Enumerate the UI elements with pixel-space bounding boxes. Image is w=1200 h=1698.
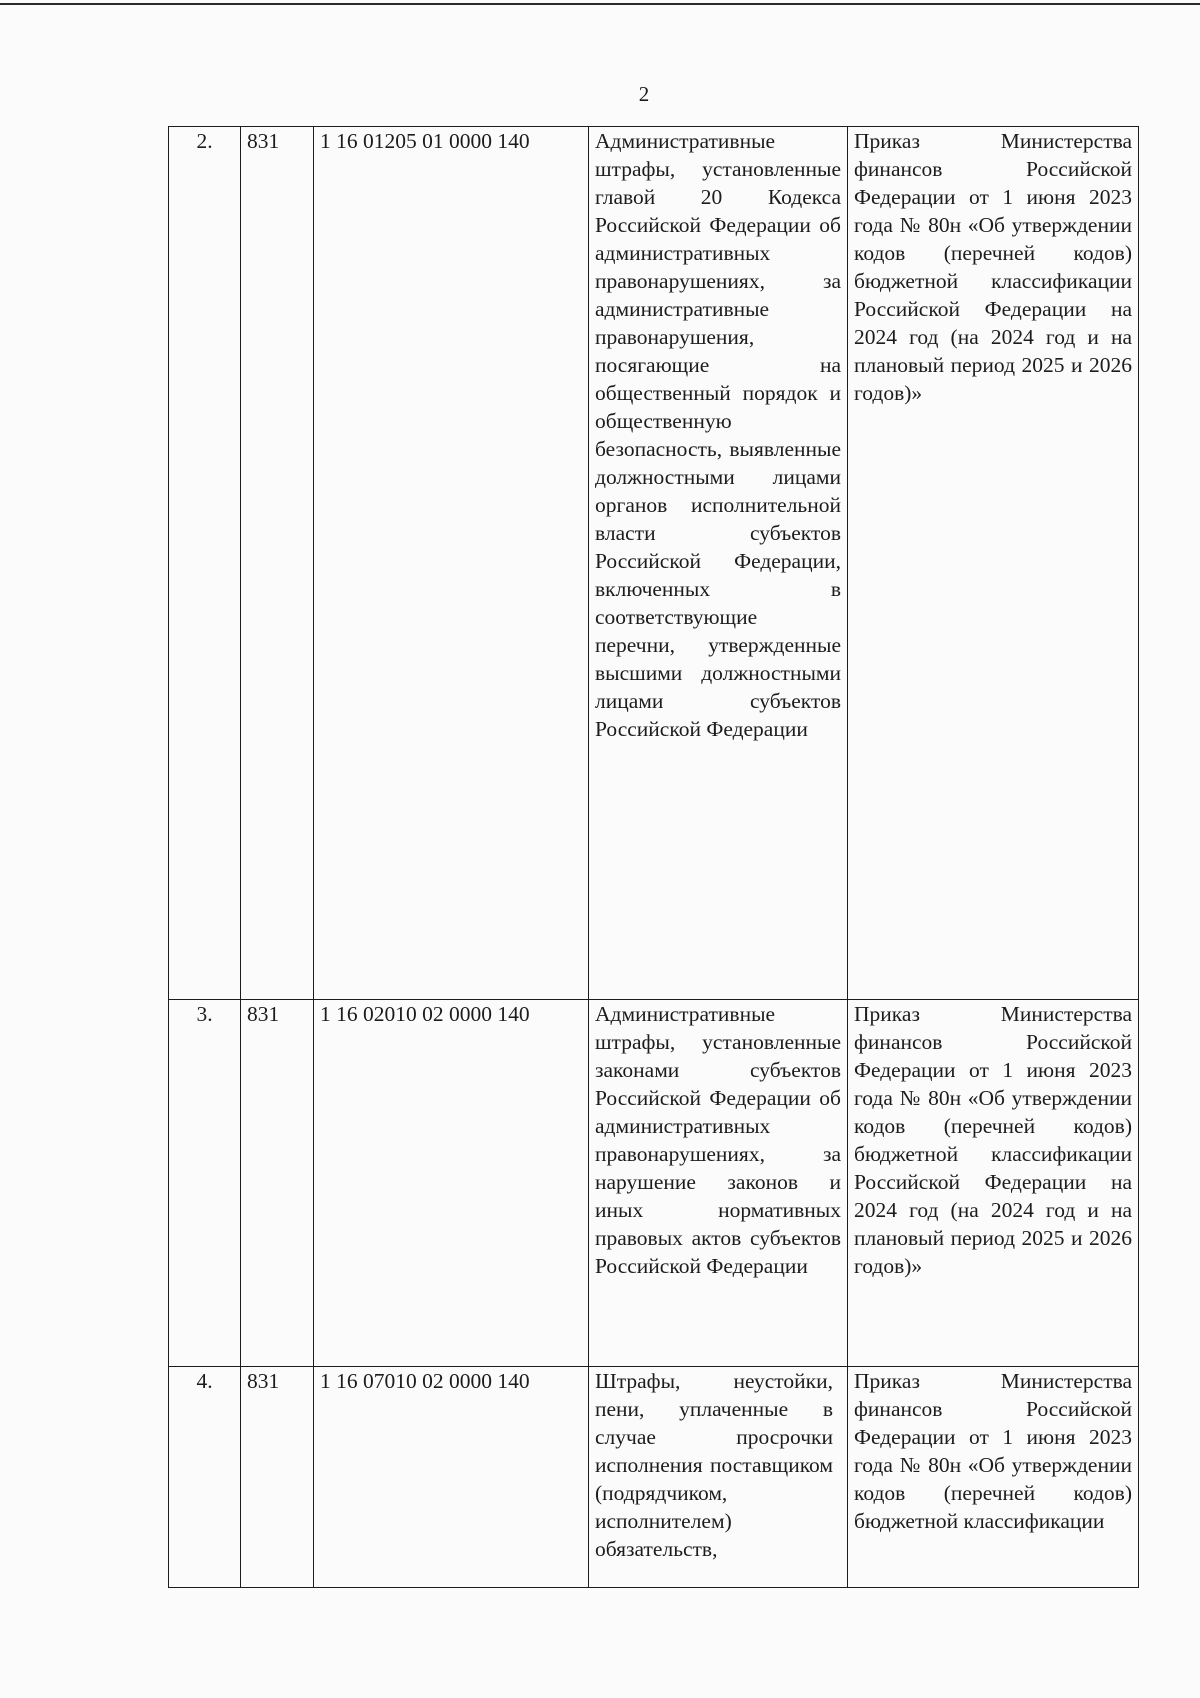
row-number: 2.: [169, 127, 241, 1000]
admin-code: 831: [241, 1367, 314, 1588]
legal-act: Приказ Министерства финансов Российской Федерации от 1 июня 2023 года № 80н «Об утверждении кодов (перечней кодов) бюджетной классификации Российской Федерации на 2024 год (на 2024 год и на плановый период 2025 и 2026 годов)»: [848, 127, 1139, 1000]
scan-edge-line: [0, 3, 1200, 5]
budget-classification-code: 1 16 02010 02 0000 140: [314, 1000, 589, 1367]
revenue-description: Административные штрафы, установленные законами субъектов Российской Федерации об административных правонарушениях, за нарушение законов и иных нормативных правовых актов субъектов Российской Федерации: [589, 1000, 848, 1367]
table-row: [169, 127, 1139, 1000]
revenue-description-cell: [589, 1367, 848, 1588]
legal-act: Приказ Министерства финансов Российской Федерации от 1 июня 2023 года № 80н «Об утверждении кодов (перечней кодов) бюджетной классификации Российской Федерации на 2024 год (на 2024 год и на плановый период 2025 и 2026 годов)»: [848, 1000, 1139, 1367]
row-number: 4.: [169, 1367, 241, 1588]
legal-act: Приказ Министерства финансов Российской Федерации от 1 июня 2023 года № 80н «Об утверждении кодов (перечней кодов) бюджетной классификации: [854, 1369, 1132, 1533]
page-number: 2: [638, 82, 650, 106]
legal-act-cell: [848, 1367, 1139, 1588]
table-row: [169, 1367, 1139, 1588]
revenue-description: Штрафы, неустойки, пени, уплаченные в случае просрочки исполнения поставщиком (подрядчиком, исполнителем) обязательств,: [595, 1369, 833, 1561]
admin-code: 831: [241, 1000, 314, 1367]
admin-code: 831: [241, 127, 314, 1000]
budget-codes-table: [168, 126, 1139, 1588]
revenue-description: Административные штрафы, установленные главой 20 Кодекса Российской Федерации об административных правонарушениях, за административные правонарушения, посягающие на общественный порядок и общественную безопасность, выявленные должностными лицами органов исполнительной власти субъектов Российской Федерации, включенных в соответствующие перечни, утвержденные высшими должностными лицами субъектов Российской Федерации: [589, 127, 848, 1000]
row-number: 3.: [169, 1000, 241, 1367]
budget-classification-code: 1 16 01205 01 0000 140: [314, 127, 589, 1000]
table-row: [169, 1000, 1139, 1367]
budget-classification-code: 1 16 07010 02 0000 140: [314, 1367, 589, 1588]
